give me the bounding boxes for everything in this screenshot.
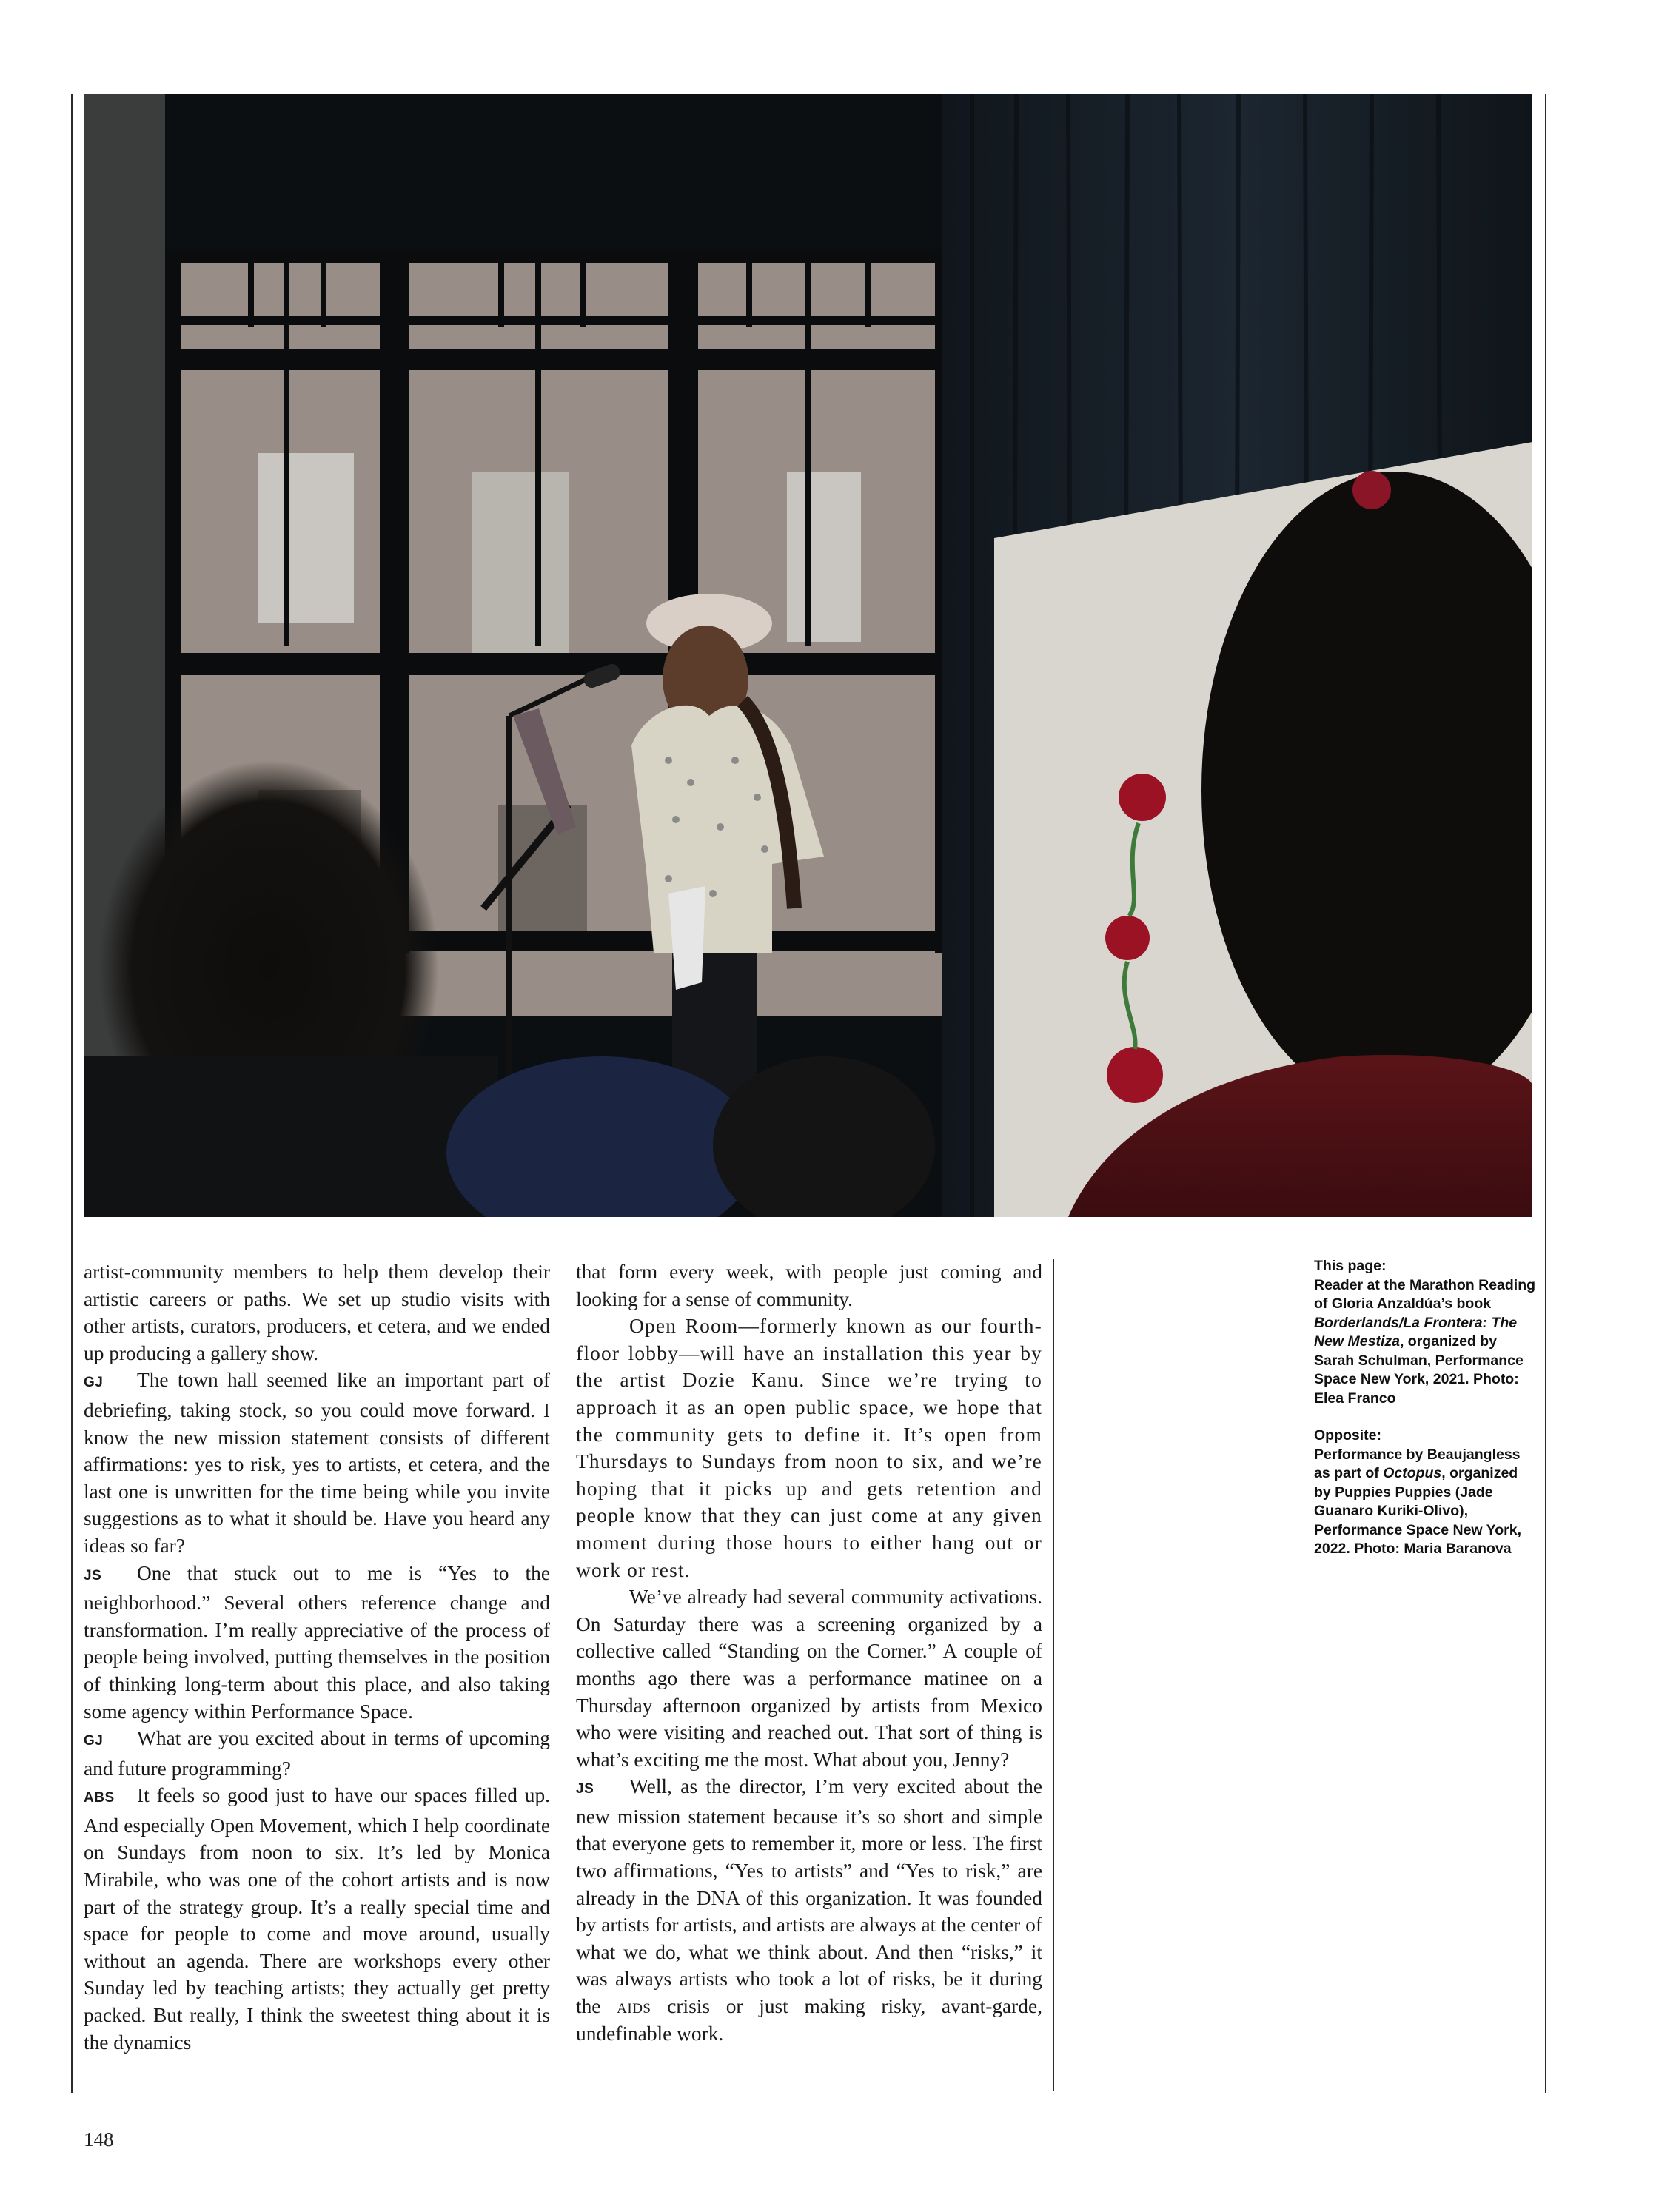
- right-margin-rule: [1545, 94, 1546, 2093]
- caption-label: This page:: [1314, 1258, 1387, 1274]
- paragraph-text: One that stuck out to me is “Yes to the neighborhood.” Several others reference change and transformation. I’m really appreciative of the process of people being involved, putting themselves in the position of thinking long-term about this place, and also taking some agency within Performance Space.: [84, 1561, 550, 1723]
- paragraph-text: The town hall seemed like an important part of debriefing, taking stock, so you could move forward. I know the new mission statement consists of different affirmations: yes to risk, yes to artists, et cetera, and the last one is unwritten for the time being while you invite suggestions as to what it should be. Have you heard any ideas so far?: [84, 1369, 550, 1557]
- article-column-1: [84, 1259, 550, 2056]
- paragraph: Open Room—formerly known as our fourth-floor lobby—will have an installation this year by the artist Dozie Kanu. Since we’re trying to approach it as an open public space, we hope that the community gets to define it. It’s open from Thursdays to Sundays from noon to six, and we’re hoping that it picks up and gets retention and people know that they can just come at any given moment during those hours to either hang out or work or rest.: [576, 1315, 1042, 1581]
- speaker-initials: JS: [84, 1567, 102, 1583]
- caption-text: , organized by Sarah Schulman, Performance Space New York, 2021. Photo: Elea Franco: [1314, 1333, 1524, 1407]
- page-number: 148: [84, 2128, 114, 2151]
- paragraph: that form every week, with people just coming and looking for a sense of community.: [576, 1261, 1042, 1310]
- paragraph-text: crisis or just making risky, avant-garde, undefinable work.: [576, 1995, 1042, 2045]
- paragraph: [84, 1782, 550, 2056]
- caption-opposite: [1314, 1427, 1536, 1559]
- paragraph: [84, 1367, 550, 1559]
- paragraph-text: It feels so good just to have our spaces filled up. And especially Open Movement, which I help coordinate on Sundays from noon to six. It’s led by Monica Mirabile, who was one of the cohort artists and is now part of the strategy group. It’s a really special time and space for people to come and move around, usually without an agenda. There are workshops every other Sunday led by teaching artists; they actually get pretty packed. But really, I think the sweetest thing about it is the dynamics: [84, 1784, 550, 2054]
- photo-illustration: [84, 94, 1532, 1217]
- article-column-2: [576, 1259, 1042, 2047]
- paragraph: [84, 1725, 550, 1782]
- caption-this-page: [1314, 1257, 1536, 1408]
- caption-text: , organized by Puppies Puppies (Jade Guanaro Kuriki-Olivo), Performance Space New York, 2022. Photo: Maria Baranova: [1314, 1465, 1521, 1557]
- paragraph-text: What are you excited about in terms of upcoming and future programming?: [84, 1727, 550, 1780]
- caption-text: Reader at the Marathon Reading of Gloria Anzaldúa’s book: [1314, 1276, 1536, 1312]
- small-caps-acronym: aids: [617, 1995, 651, 2018]
- paragraph: artist-community members to help them develop their artistic careers or paths. We set up studio visits with other artists, curators, producers, et cetera, and we ended up producing a gallery show.: [84, 1261, 550, 1364]
- reader-at-microphone-photo: [84, 94, 1532, 1217]
- speaker-initials: ABS: [84, 1790, 115, 1806]
- paragraph: [84, 1560, 550, 1726]
- caption-label: Opposite:: [1314, 1427, 1381, 1444]
- caption-book-title: Borderlands/La Frontera: The New Mestiza: [1314, 1314, 1518, 1350]
- paragraph: We’ve already had several community activations. On Saturday there was a screening organized by a collective called “Standing on the Corner.” A couple of months ago there was a performance matinee on a Thursday afternoon organized by artists from Mexico who were visiting and reached out. That sort of thing is what’s exciting me the most. What about you, Jenny?: [576, 1586, 1042, 1771]
- photo-captions: [1314, 1257, 1536, 1578]
- speaker-initials: GJ: [84, 1375, 104, 1391]
- paragraph-text: Well, as the director, I’m very excited about the new mission statement because it’s so short and simple that everyone gets to remember it, more or less. The first two affirmations, “Yes to artists” and “Yes to risk,” are already in the DNA of this organization. It was founded by artists for artists, and artists are always at the center of what we do, what we think about. And then “risks,” it was always artists who took a lot of risks, be it during the: [576, 1775, 1042, 2018]
- speaker-initials: GJ: [84, 1733, 104, 1749]
- speaker-initials: JS: [576, 1781, 594, 1797]
- paragraph: [576, 1773, 1042, 2047]
- caption-text: Performance by Beaujangless as part of: [1314, 1446, 1521, 1481]
- left-margin-rule: [71, 94, 73, 2093]
- column-divider-rule: [1053, 1259, 1054, 2091]
- caption-work-title: Octopus: [1383, 1465, 1442, 1481]
